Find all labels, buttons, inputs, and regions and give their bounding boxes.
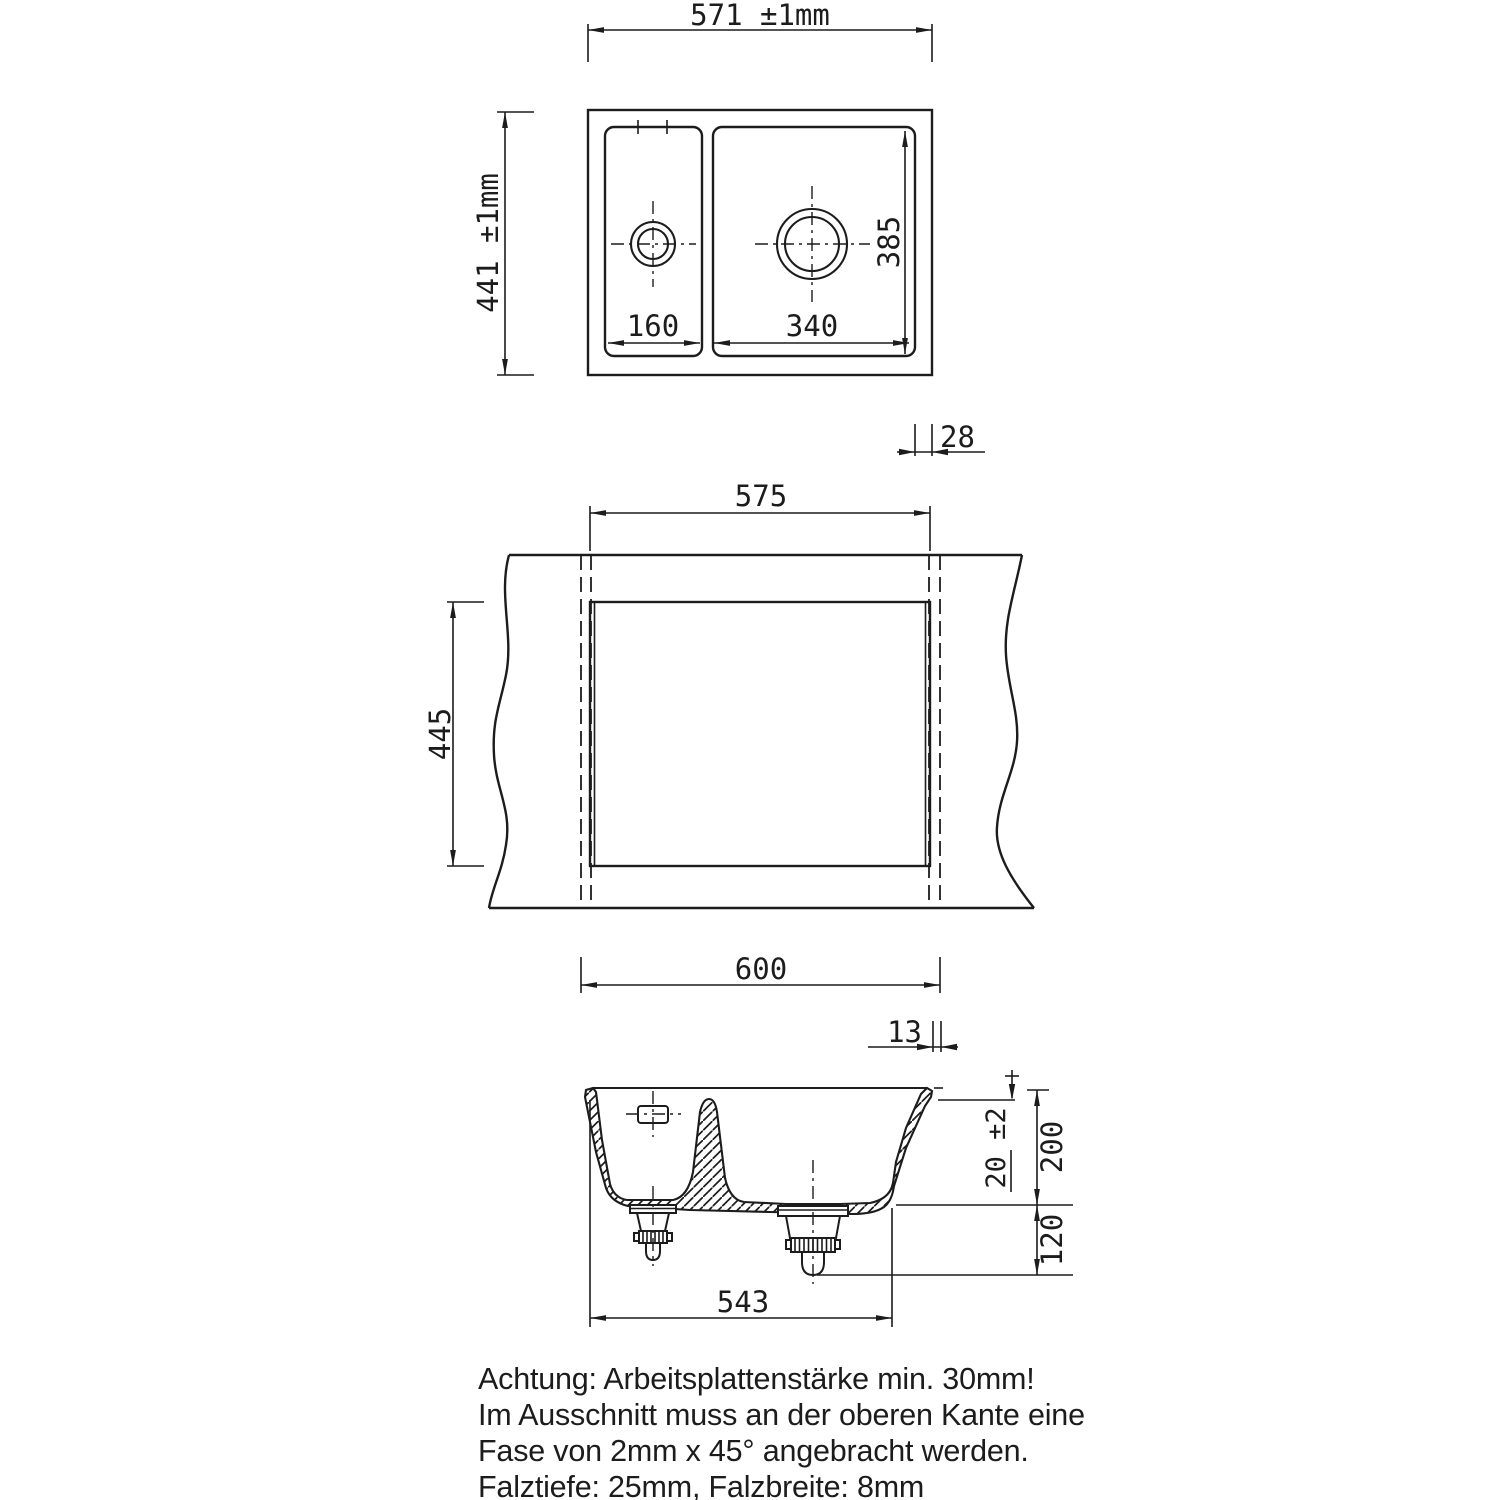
note-line-4: Falztiefe: 25mm, Falzbreite: 8mm bbox=[478, 1470, 925, 1500]
dim-base-length-label: 543 bbox=[716, 1285, 770, 1319]
section-view bbox=[585, 1070, 1073, 1327]
cutout-fold-lines bbox=[595, 602, 926, 866]
dim-bowl-depth bbox=[1027, 1090, 1069, 1205]
dim-large-bowl-depth-label: 385 bbox=[872, 215, 906, 269]
dim-rim-inset bbox=[934, 1070, 1019, 1192]
dim-overall-width bbox=[588, 0, 932, 62]
dim-small-bowl-label: 160 bbox=[626, 309, 680, 343]
worktop-break-right bbox=[997, 555, 1034, 908]
dim-large-bowl-depth bbox=[872, 131, 906, 354]
dim-cutout-depth-label: 445 bbox=[423, 707, 457, 761]
dim-base-width bbox=[581, 952, 940, 993]
dim-overall-depth bbox=[471, 112, 534, 375]
small-bowl-drain bbox=[611, 201, 696, 287]
note-line-2: Im Ausschnitt muss an der oberen Kante eine bbox=[478, 1398, 1085, 1432]
cutout-view bbox=[423, 479, 1034, 1052]
dim-drain-clearance bbox=[1035, 1205, 1069, 1275]
dim-edge-offset bbox=[868, 1015, 958, 1052]
dim-cutout-width bbox=[590, 479, 930, 551]
dim-edge-offset-label: 13 bbox=[887, 1015, 922, 1049]
dim-drain-clearance-label: 120 bbox=[1035, 1213, 1069, 1267]
dim-cutout-width-label: 575 bbox=[734, 479, 788, 513]
note-line-1: Achtung: Arbeitsplattenstärke min. 30mm! bbox=[478, 1362, 1035, 1396]
dim-large-bowl bbox=[714, 309, 909, 343]
dim-overall-depth-label: 441 ±1mm bbox=[471, 173, 505, 313]
dim-rim-width bbox=[897, 420, 985, 456]
dim-bowl-depth-label: 200 bbox=[1035, 1120, 1069, 1174]
dim-rim-inset-label: 20 ±2 bbox=[981, 1107, 1012, 1189]
dim-rim-width-label: 28 bbox=[940, 420, 975, 454]
overflow-symbol bbox=[626, 1091, 681, 1137]
dim-cutout-depth bbox=[423, 602, 484, 866]
small-drain-fitting bbox=[630, 1186, 676, 1266]
note-line-3: Fase von 2mm x 45° angebracht werden. bbox=[478, 1434, 1029, 1468]
dim-base-width-label: 600 bbox=[734, 952, 788, 986]
sink-section-body bbox=[585, 1088, 932, 1214]
cutout-rect bbox=[590, 602, 930, 866]
large-bowl-drain bbox=[755, 186, 870, 302]
top-view bbox=[471, 0, 985, 456]
notes bbox=[478, 1362, 1085, 1500]
dim-large-bowl-label: 340 bbox=[785, 309, 839, 343]
dim-small-bowl bbox=[608, 309, 700, 343]
worktop-break-left bbox=[489, 555, 509, 908]
large-drain-fitting bbox=[778, 1160, 848, 1284]
dim-overall-width-label: 571 ±1mm bbox=[690, 0, 830, 32]
